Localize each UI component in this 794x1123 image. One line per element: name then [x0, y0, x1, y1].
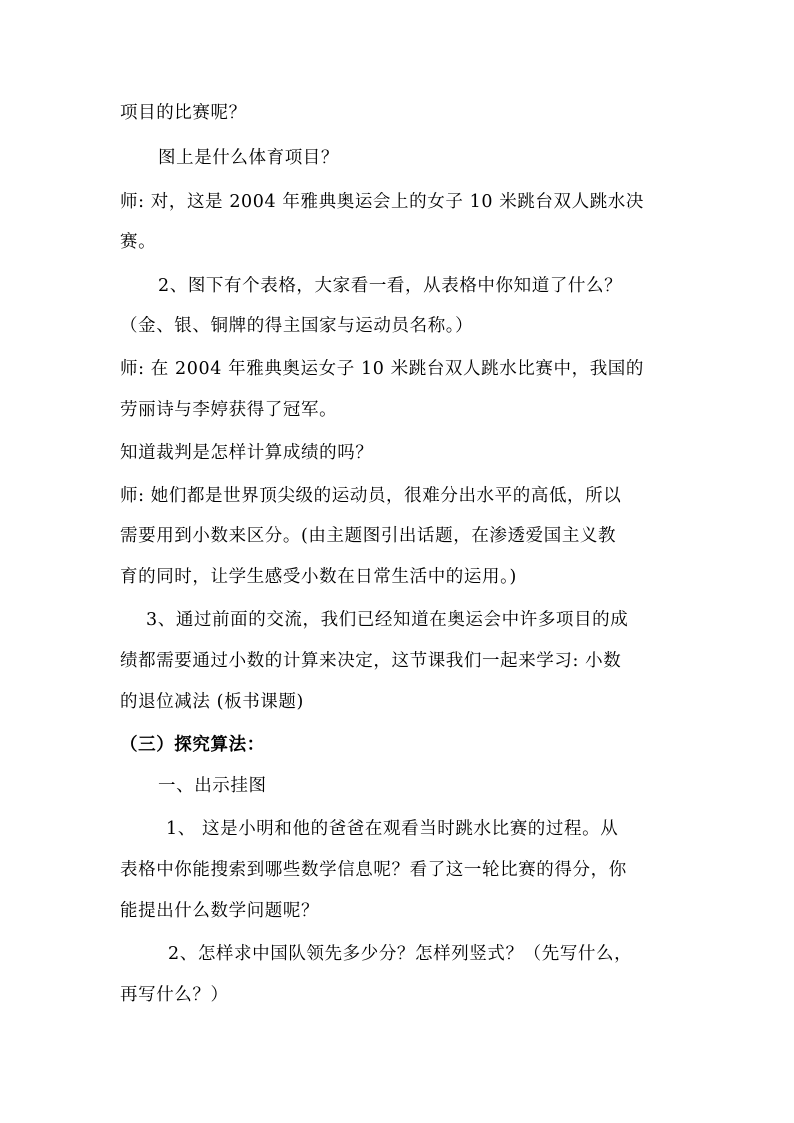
- text-line: 2、图下有个表格，大家看一看，从表格中你知道了什么？: [158, 276, 623, 296]
- text-line: 师: 在 2004 年雅典奥运女子 10 米跳台双人跳水比赛中，我国的: [120, 359, 645, 379]
- text-line: 绩都需要通过小数的计算来决定，这节课我们一起来学习: 小数: [120, 651, 622, 671]
- text-line: 能提出什么数学问题呢？: [120, 901, 320, 921]
- text-line: 赛。: [120, 232, 157, 252]
- text-line: 育的同时，让学生感受小数在日常生活中的运用。): [120, 567, 517, 587]
- text-line: 2、怎样求中国队领先多少分？怎样列竖式？（先写什么，: [168, 944, 633, 964]
- text-line: 的退位减法 (板书课题): [120, 692, 304, 712]
- subheading: 一、出示挂图: [158, 776, 267, 796]
- text-line: 劳丽诗与李婷获得了冠军。: [120, 400, 338, 420]
- text-line: （金、银、铜牌的得主国家与运动员名称。）: [120, 316, 474, 336]
- text-line: 项目的比赛呢？: [120, 103, 247, 123]
- text-line: 表格中你能搜索到哪些数学信息呢？看了这一轮比赛的得分，你: [120, 860, 627, 880]
- text-line: 需要用到小数来区分。(由主题图引出话题，在渗透爱国主义教: [120, 526, 617, 546]
- text-line: 再写什么？）: [120, 985, 229, 1005]
- text-line: 知道裁判是怎样计算成绩的吗？: [120, 443, 374, 463]
- section-heading: （三）探究算法：: [120, 735, 265, 755]
- text-line: 师: 对，这是 2004 年雅典奥运会上的女子 10 米跳台双人跳水决: [120, 192, 645, 212]
- text-line: 师: 她们都是世界顶尖级的运动员，很难分出水平的高低，所以: [120, 486, 622, 506]
- text-line: 图上是什么体育项目？: [158, 148, 339, 168]
- text-line: 1、 这是小明和他的爸爸在观看当时跳水比赛的过程。从: [166, 819, 619, 839]
- text-line: 3、通过前面的交流，我们已经知道在奥运会中许多项目的成: [146, 610, 629, 630]
